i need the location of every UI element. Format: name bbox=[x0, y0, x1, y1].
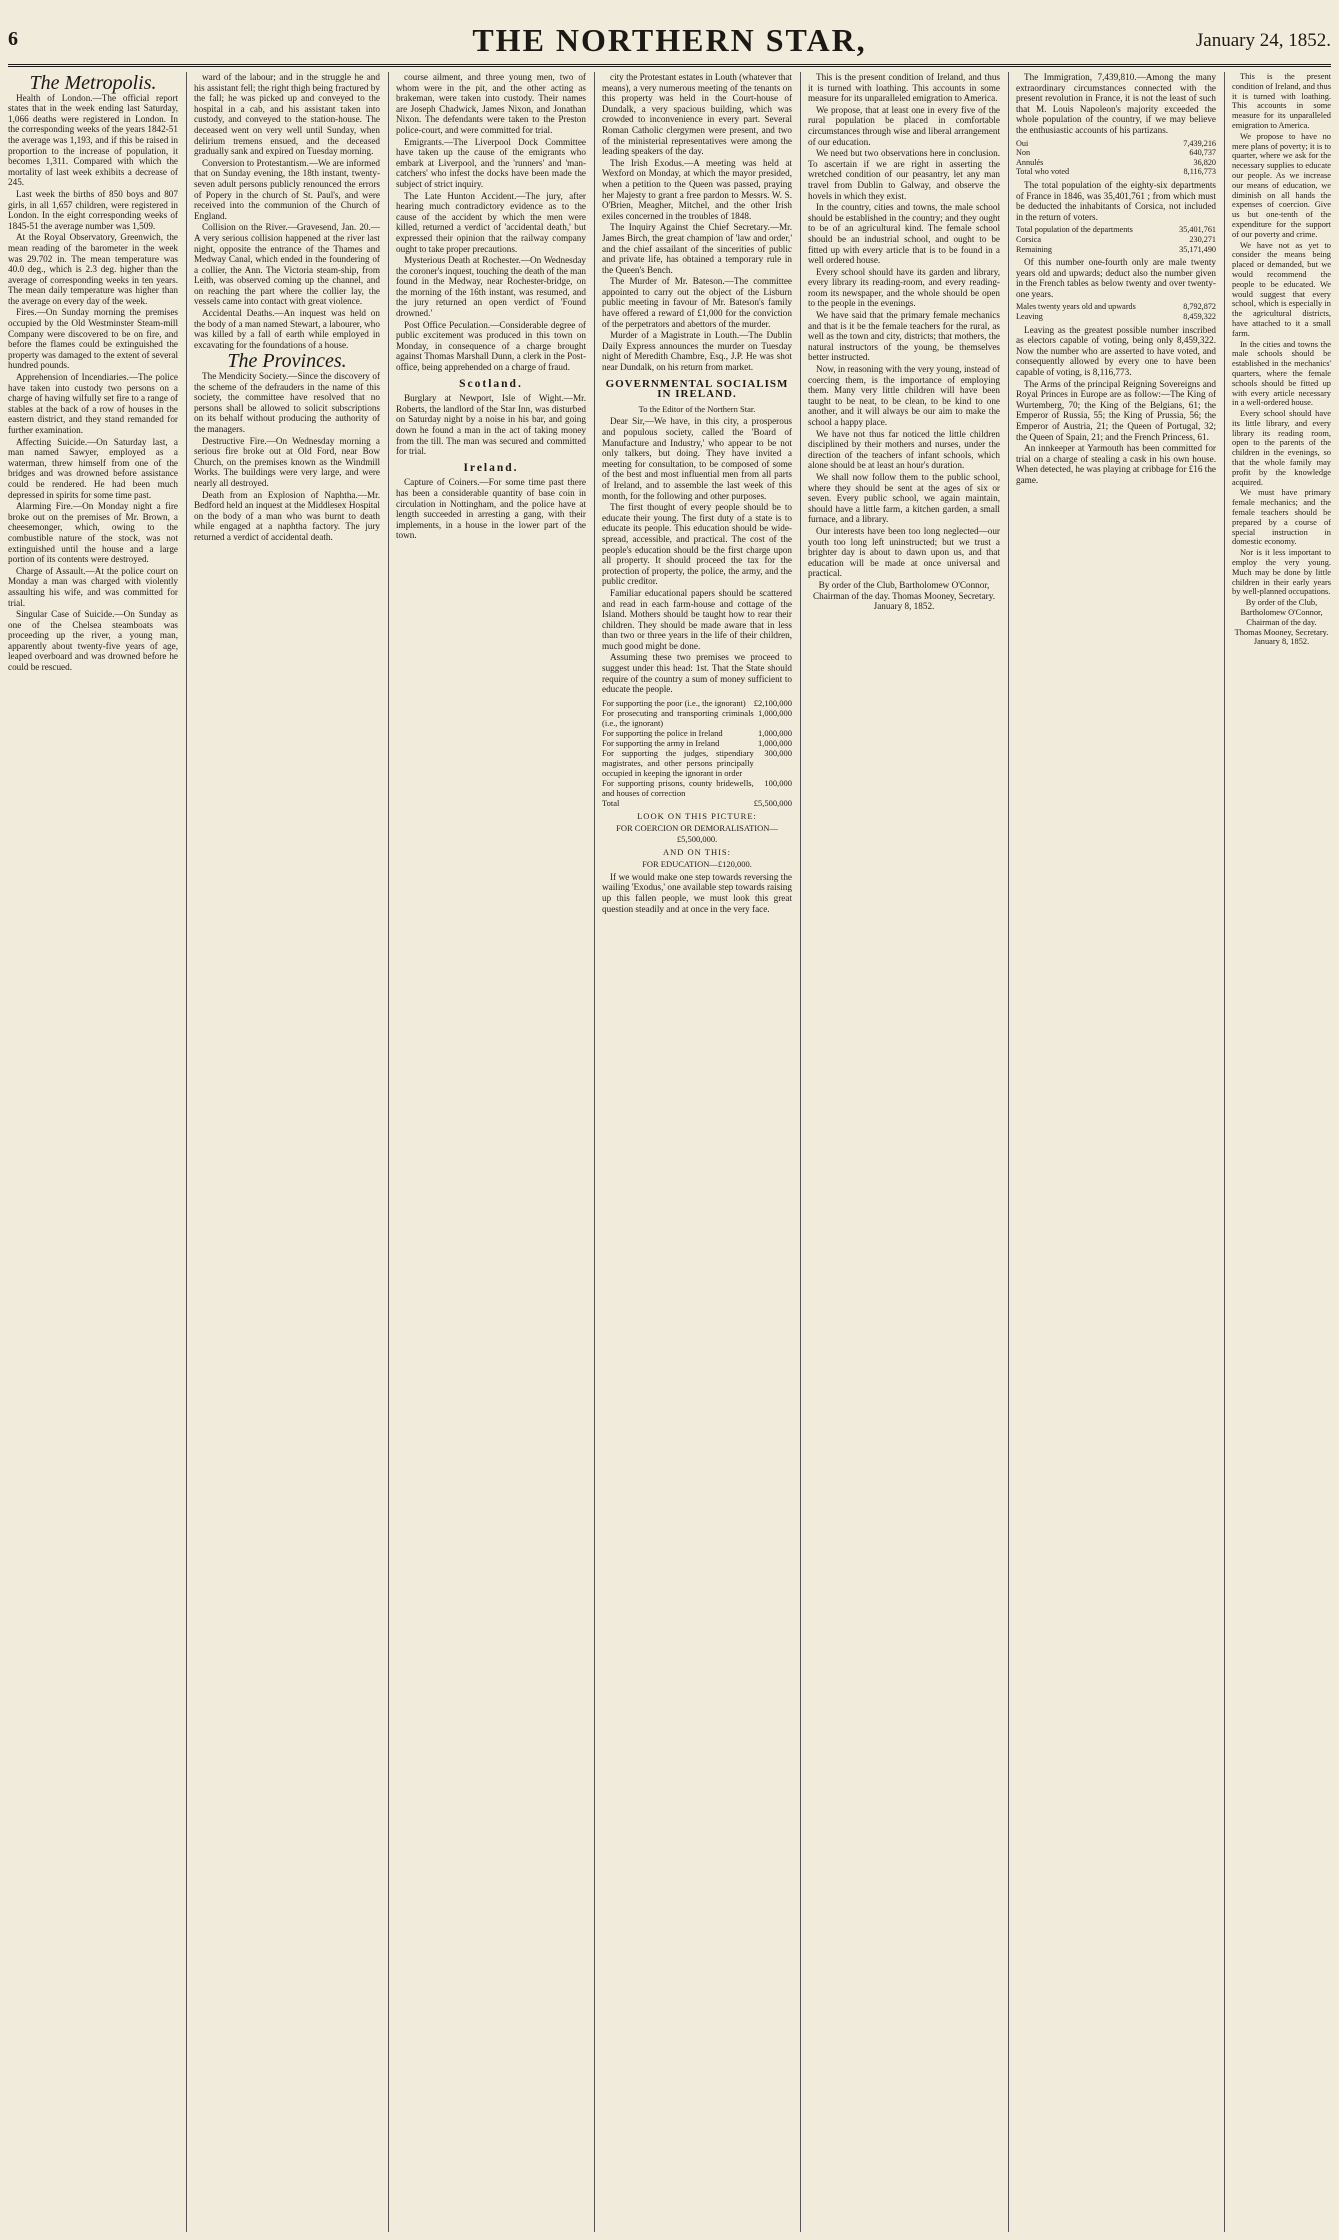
table-row bbox=[1016, 139, 1216, 149]
table-cell-label: Remaining bbox=[1016, 244, 1052, 254]
article-paragraph: Dear Sir,—We have, in this city, a prosperous and populous society, called the 'Board of Manufacture and Industry,' who appear to be not only talkers, but doing. They have invited a meeting for consultation, to be composed of some of the best and most influential men from all parts of Ireland, and to assemble the last week of this month, for the following and other purposes. bbox=[602, 416, 792, 501]
table-row bbox=[1016, 148, 1216, 158]
page-number: 6 bbox=[8, 28, 18, 50]
article-paragraph: ward of the labour; and in the struggle he and his assistant fell; the right thigh being fractured by the fall; he was picked up and conveyed to the hospital in a cab, and his assistant taken into custody, and conveyed to the station-house. The deceased went on very well until Sunday, when delirium tremens ensued, and the deceased gradually sank and expired on Tuesday morning. bbox=[194, 72, 380, 157]
article-paragraph: We have said that the primary female mechanics and that is it be the female teachers for the rural, as well as the town and city, districts; that mothers, the natural instructors of the young, be themselves better instructed. bbox=[808, 310, 1000, 363]
article-paragraph: The Mendicity Society.—Since the discovery of the scheme of the defrauders in the name of this society, the committee have resolved that no persons shall be allowed to solicit subscriptions on its behalf without producing the authority of the managers. bbox=[194, 371, 380, 434]
table-row bbox=[1016, 235, 1216, 245]
table-cell-item: For prosecuting and transporting criminals (i.e., the ignorant) bbox=[602, 707, 754, 728]
article-paragraph: course ailment, and three young men, two of whom were in the pit, and the other acting as brakeman, were taken into custody. Their names are Joseph Chadwick, James Nixon, and Jonathan Nixon. The defendants were taken to the Preston police-court, and were committed for trial. bbox=[396, 72, 586, 135]
table-cell-label: Total who voted bbox=[1016, 167, 1070, 177]
column-divider bbox=[1008, 72, 1009, 2232]
article-paragraph: Alarming Fire.—On Monday night a fire broke out on the premises of Mr. Brown, a cheesemonger, which, owing to the combustible nature of the stock, was not extinguished until the house and a large portion of its contents were destroyed. bbox=[8, 501, 178, 565]
table-cell-item: For supporting the police in Ireland bbox=[602, 727, 723, 738]
article-paragraph: The Inquiry Against the Chief Secretary.—Mr. James Birch, the great champion of 'law and order,' and the chief assailant of the sincerities of public and private life, has obtained a temporary rule in the Queen's Bench. bbox=[602, 222, 792, 275]
column-3 bbox=[396, 72, 586, 2232]
table-cell-value: £5,500,000 bbox=[753, 797, 792, 808]
column-2 bbox=[194, 72, 380, 2232]
column-divider bbox=[800, 72, 801, 2232]
column-4 bbox=[602, 72, 792, 2232]
article-paragraph: Destructive Fire.—On Wednesday morning a serious fire broke out at Old Ford, near Bow Church, on the premises known as the Windmill Works. The buildings were very large, and were nearly all destroyed. bbox=[194, 435, 380, 488]
article-paragraph: We propose to have no mere plans of poverty; it is to quarter, where we ask for the necessary supplies to educate our people. As we increase our means of education, we diminish on all hands the expenses of coercion. Give us but one-tenth of the expenditure for the support of our poverty and crime. bbox=[1232, 131, 1331, 239]
article-paragraph: Our interests have been too long neglected—our youth too long left uninstructed; but we trust a brighter day is about to dawn upon us, and that education will be made at once universal and practical. bbox=[808, 525, 1000, 579]
table-row bbox=[1016, 302, 1216, 312]
table-row bbox=[1016, 245, 1216, 255]
table-row bbox=[602, 698, 792, 708]
article-paragraph: The first thought of every people should be to educate their young. The first duty of a state is to educate its people. This education should be wide-spread, accessible, and practical. The cost of the people's education should be the first charge upon all property. It should proceed the tax for the protection of property, the police, the army, and the public creditor. bbox=[602, 502, 792, 587]
table-row bbox=[602, 748, 792, 778]
table-cell-label: Oui bbox=[1016, 138, 1029, 148]
signature-block: By order of the Club, Bartholomew O'Connor, Chairman of the day. Thomas Mooney, Secretary. January 8, 1852. bbox=[813, 579, 995, 612]
newspaper-title: THE NORTHERN STAR, bbox=[472, 22, 867, 58]
table-row-total bbox=[602, 798, 792, 808]
article-paragraph: In the cities and towns the male schools should be established in the mechanics' quarters, where the female schools should be fitted up with every article necessary in a well-ordered house. bbox=[1232, 339, 1331, 408]
table-cell-label: Annulés bbox=[1016, 157, 1044, 167]
article-paragraph: Mysterious Death at Rochester.—On Wednesday the coroner's inquest, touching the death of the man found in the Medway, near Rochester-bridge, on the morning of the 16th instant, was resumed, and the jury returned an open verdict of 'Found drowned.' bbox=[396, 255, 586, 319]
article-paragraph: Emigrants.—The Liverpool Dock Committee have taken up the cause of the emigrants who embark at Liverpool, and the 'runners' and 'man-catchers' who infest the docks have been made the subject of strict inquiry. bbox=[396, 136, 586, 189]
article-paragraph: We must have primary female mechanics; and the female teachers should be prepared by a course of special instruction in domestic economy. bbox=[1232, 488, 1331, 547]
table-cell-label: Non bbox=[1016, 148, 1031, 158]
section-heading-metropolis: The Metropolis. bbox=[29, 72, 157, 94]
article-paragraph: The Late Hunton Accident.—The jury, after hearing much contradictory evidence as to the cause of the accident by which the men were killed, returned a verdict of 'accidental death,' but expressed their opinion that the railway company ought to take proper precautions. bbox=[396, 190, 586, 254]
table-cell-label: Males twenty years old and upwards bbox=[1016, 302, 1136, 312]
picture-caption-1: LOOK ON THIS PICTURE: bbox=[637, 810, 757, 821]
table-cell-value: 35,401,761 bbox=[1179, 225, 1216, 235]
article-paragraph: The Murder of Mr. Bateson.—The committee appointed to carry out the object of the Lisburn public meeting in favour of Mr. Bateson's family have offered a reward of £1,000 for the conviction of the perpetrators and abettors of the murder. bbox=[602, 276, 792, 329]
picture-caption-2: AND ON THIS: bbox=[662, 846, 732, 857]
article-paragraph: We need but two observations here in conclusion. To ascertain if we are right in asserting the wretched condition of our peasantry, let any man travel from Dublin to Galway, and observe the hovels in which they exist. bbox=[808, 148, 1000, 201]
table-cell-item: For supporting prisons, county bridewells, and houses of correction bbox=[602, 777, 754, 798]
article-paragraph: Nor is it less important to employ the very young. Much may be done by little children in their early years by well-planned occupations. bbox=[1232, 548, 1331, 597]
table-cell-value: 8,459,322 bbox=[1183, 312, 1216, 322]
masthead bbox=[8, 22, 1331, 62]
article-paragraph: Singular Case of Suicide.—On Sunday as one of the Chelsea steamboats was proceeding up the river, a young man, apparently about twenty-five years of age, leaped overboard and was drowned before he could be rescued. bbox=[8, 609, 178, 673]
column-divider bbox=[388, 72, 389, 2232]
table-cell-item: For supporting the army in Ireland bbox=[602, 737, 720, 748]
article-paragraph: The total population of the eighty-six departments of France in 1846, was 35,401,761 ; from which must be deducted the inhabitants of Corsica, not included in the return of voters. bbox=[1016, 179, 1216, 222]
table-row bbox=[602, 708, 792, 728]
letter-address: To the Editor of the Northern Star. bbox=[638, 403, 756, 414]
article-paragraph: Health of London.—The official report states that in the week ending last Saturday, 1,066 deaths were registered in London. In the corresponding weeks of the years 1842-51 the average was 1,193, and if this be raised in proportion to the increase of population, it becomes 1,311. Compared with which the mortality of last week exhibits a decrease of 245. bbox=[8, 92, 178, 188]
article-paragraph: Collision on the River.—Gravesend, Jan. 20.—A very serious collision happened at the river last night, opposite the entrance of the Thames and Medway Canal, which ended in the foundering of a collier, the Ann. The Victoria steam-ship, from Leith, was observed coming up the channel, and on reaching the part where the collier lay, the vessels came into contact with great violence. bbox=[194, 222, 380, 307]
article-paragraph: Conversion to Protestantism.—We are informed that on Sunday evening, the 18th instant, twenty-seven adult persons publicly renounced the errors of Popery in the church of St. Paul's, and were received into the communion of the Church of England. bbox=[194, 157, 380, 221]
article-paragraph: Leaving as the greatest possible number inscribed as electors capable of voting, being only 8,459,322. Now the number who are asserted to have voted, and consequently allowed by every one to have been capable of voting, is 8,116,773. bbox=[1016, 324, 1216, 378]
picture-caption-1-line: FOR COERCION OR DEMORALISATION—£5,500,000. bbox=[616, 823, 778, 845]
table-row bbox=[1016, 312, 1216, 322]
table-cell-value: 8,116,773 bbox=[1183, 167, 1216, 177]
column-divider bbox=[594, 72, 595, 2232]
article-paragraph: Assuming these two premises we proceed to suggest under this head: 1st. That the State should require of the country a sum of money sufficient to educate the people. bbox=[602, 652, 792, 695]
picture-caption-2-line: FOR EDUCATION—£120,000. bbox=[642, 859, 752, 870]
article-paragraph: Charge of Assault.—At the police court on Monday a man was charged with violently assaulting his wife, and was committed for trial. bbox=[8, 565, 178, 608]
article-paragraph: This is the present condition of Ireland, and thus it is turned with loathing. This accounts in some measure for its unparalleled emigration to America. bbox=[808, 72, 1000, 104]
article-paragraph: At the Royal Observatory, Greenwich, the mean reading of the barometer in the week was 29.702 in. The mean temperature was 40.0 deg., which is 2.3 deg. higher than the average of corresponding weeks in ten years. The mean daily temperature was higher than the average on every day of the week. bbox=[8, 232, 178, 306]
article-paragraph: Familiar educational papers should be scattered and read in each farm-house and cottage of the Island. Mothers should be taught how to rear their children. They should be made aware that in less than two or three years in the life of their children, much good might be done. bbox=[602, 587, 792, 651]
table-row bbox=[602, 738, 792, 748]
article-paragraph: Affecting Suicide.—On Saturday last, a man named Sawyer, employed as a waterman, threw himself from one of the bridges and was drowned before assistance could be rendered. He had been much depressed in spirits for some time past. bbox=[8, 436, 178, 500]
article-paragraph: The Immigration, 7,439,810.—Among the many extraordinary circumstances connected with the present revolution in France, it is not the least of such that M. Louis Napoleon's majority exceeded the whole population of the country, if we may believe the enthusiastic accounts of his partizans. bbox=[1016, 72, 1216, 135]
article-paragraph: This is the present condition of Ireland, and thus it is turned with loathing. This accounts in some measure for its unparalleled emigration to America. bbox=[1232, 72, 1331, 130]
table-cell-value: 640,737 bbox=[1189, 148, 1216, 158]
article-paragraph: Accidental Deaths.—An inquest was held on the body of a man named Stewart, a labourer, who was killed by a fall of earth while employed in excavating for the foundations of a house. bbox=[194, 308, 380, 350]
column-5 bbox=[808, 72, 1000, 2232]
article-paragraph: Burglary at Newport, Isle of Wight.—Mr. Roberts, the landlord of the Star Inn, was disturbed on Saturday night by a noise in his bar, and going down he found a man in the act of taking money from the till. The man was secured and committed for trial. bbox=[396, 393, 586, 457]
section-heading-socialism: GOVERNMENTAL SOCIALISM IN IRELAND. bbox=[605, 377, 789, 401]
table-cell-value: 1,000,000 bbox=[758, 737, 792, 748]
article-paragraph: We have not thus far noticed the little children disciplined by their mothers and nurses, under the direction of the teachers of infant schools, which alone should be at least an hour's duration. bbox=[808, 428, 1000, 471]
table-cell-value: 230,271 bbox=[1189, 234, 1216, 244]
cost-table bbox=[602, 698, 792, 808]
france-vote-table bbox=[1016, 139, 1216, 177]
article-paragraph: Of this number one-fourth only are male twenty years old and upwards; deduct also the number given in the French tables as below twenty and over twenty-one years. bbox=[1016, 257, 1216, 299]
article-paragraph: Death from an Explosion of Naphtha.—Mr. Bedford held an inquest at the Middlesex Hospital on the body of a man who was burnt to death while engaged at a naphtha factory. The jury returned a verdict of accidental death. bbox=[194, 489, 380, 542]
article-paragraph: We have not as yet to consider the means being placed or demanded, but we would recommend the people to be educated. We would suggest that every school, which is especially in the agricultural districts, have attached to it a small farm. bbox=[1232, 240, 1331, 338]
table-cell-value: 8,792,872 bbox=[1183, 302, 1216, 312]
article-paragraph: We propose, that at least one in every five of the rural population be placed in comfortable circumstances through wise and liberal arrangement of our education. bbox=[808, 104, 1000, 147]
article-paragraph: An innkeeper at Yarmouth has been committed for trial on a charge of stealing a cask in his own house. When detected, he was playing at cribbage for £16 the game. bbox=[1016, 443, 1216, 485]
table-cell-label: Corsica bbox=[1016, 234, 1042, 244]
section-heading-provinces: The Provinces. bbox=[227, 350, 347, 373]
table-cell-item: Total bbox=[602, 797, 620, 808]
article-paragraph: We shall now follow them to the public school, where they should be sent at the ages of six or seven. Every public school, we again maintain, should have a little farm, a kitchen garden, a small furnace, and a library. bbox=[808, 471, 1000, 525]
table-cell-label: Total population of the departments bbox=[1016, 225, 1133, 235]
table-cell-value: 35,171,490 bbox=[1179, 244, 1216, 254]
article-paragraph: The Irish Exodus.—A meeting was held at Wexford on Monday, at which the mayor presided, when a petition to the Queen was passed, praying her Majesty to grant a free pardon to Messrs. W. S. O'Brien, Meagher, Mitchel, and the other Irish exiles concerned in the troubles of 1848. bbox=[602, 157, 792, 221]
table-cell-value: 1,000,000 bbox=[758, 727, 792, 738]
article-paragraph: Every school should have its little library, and every library its reading room, open to the parents of the children in the evenings, so that the whole family may profit by the knowledge acquired. bbox=[1232, 409, 1331, 487]
table-row bbox=[602, 728, 792, 738]
table-cell-value: 100,000 bbox=[764, 777, 792, 788]
column-divider bbox=[1224, 72, 1225, 2232]
section-heading-ireland: Ireland. bbox=[463, 461, 519, 474]
table-cell-value: 36,820 bbox=[1193, 157, 1216, 167]
article-paragraph: Post Office Peculation.—Considerable degree of public excitement was produced in this town on Monday, in consequence of a charge brought against Thomas Marshall Dunn, a clerk in the Post-office, being apprehended on a charge of fraud. bbox=[396, 319, 586, 373]
table-cell-value: 300,000 bbox=[764, 747, 792, 758]
article-paragraph: Fires.—On Sunday morning the premises occupied by the Old Westminster Steam-mill Company were discovered to be on fire, and before the flames could be extinguished the property was damaged to the extent of several hundred pounds. bbox=[8, 307, 178, 371]
article-paragraph: Apprehension of Incendiaries.—The police have taken into custody two persons on a charge of having wilfully set fire to a range of stables at the back of a row of houses in the eastern district, and they stand remanded for further examination. bbox=[8, 372, 178, 435]
table-row bbox=[602, 778, 792, 798]
article-paragraph: city the Protestant estates in Louth (whatever that means), a very numerous meeting of the tenants on this property was held in the Court-house of Dundalk, a very spacious building, which was crowded to inconvenience in every part. Several Roman Catholic clergymen were present, and two of the ministerial representatives were among the leading speakers of the day. bbox=[602, 72, 792, 157]
article-paragraph: In the country, cities and towns, the male school should be established in the country; and they ought to be of an agricultural kind. The female school should be an industrial school, and ought to be fitted up with every article that is to be found in a well ordered house. bbox=[808, 202, 1000, 266]
column-divider bbox=[186, 72, 187, 2232]
table-cell-item: For supporting the judges, stipendiary magistrates, and other persons principally occupied in keeping the ignorant in order bbox=[602, 747, 754, 778]
table-row bbox=[1016, 167, 1216, 177]
column-7 bbox=[1232, 72, 1331, 2232]
table-row bbox=[1016, 158, 1216, 168]
table-cell-value: £2,100,000 bbox=[753, 697, 792, 708]
france-electors-table bbox=[1016, 302, 1216, 321]
section-heading-scotland: Scotland. bbox=[459, 377, 523, 390]
article-paragraph: Murder of a Magistrate in Louth.—The Dublin Daily Express announces the murder on Tuesday night of Meredith Chambre, Esq., J.P. He was shot near Dundalk, on his return from market. bbox=[602, 330, 792, 373]
france-population-table bbox=[1016, 225, 1216, 254]
table-cell-value: 7,439,216 bbox=[1183, 138, 1216, 148]
article-paragraph: Now, in reasoning with the very young, instead of coercing them, is the importance of employing them. Many very little children will have been taught to be neat, to be clean, to be kind to one another, and it will always be our aim to make the school a happy place. bbox=[808, 364, 1000, 427]
article-paragraph: If we would make one step towards reversing the wailing 'Exodus,' one available step towards raising up this fallen people, we must look this great question steadily and at once in the very face. bbox=[602, 871, 792, 914]
issue-date: January 24, 1852. bbox=[1195, 30, 1331, 51]
article-paragraph: Every school should have its garden and library, every library its reading-room, and every reading-room its newspaper, and the whole should be open to the people in the evenings. bbox=[808, 266, 1000, 309]
table-cell-label: Leaving bbox=[1016, 312, 1043, 322]
signature-block: By order of the Club, Bartholomew O'Connor, Chairman of the day. Thomas Mooney, Secretary. January 8, 1852. bbox=[1234, 598, 1329, 647]
article-paragraph: The Arms of the principal Reigning Sovereigns and Royal Princes in Europe are as follow:—The King of Wurtemberg, 70; the King of the Belgians, 61; the Emperor of Russia, 55; the King of Prussia, 56; the Emperor of Austria, 21; the Queen of Portugal, 32; the Queen of Spain, 21; and the French Princess, 61. bbox=[1016, 378, 1216, 442]
masthead-rule bbox=[8, 64, 1331, 67]
column-1 bbox=[8, 72, 178, 2232]
column-6 bbox=[1016, 72, 1216, 2232]
article-paragraph: Capture of Coiners.—For some time past there has been a considerable quantity of base coin in circulation in Nottingham, and the police have at length succeeded in arresting a gang, with their implements, in a house in the lower part of the town. bbox=[396, 477, 586, 541]
table-cell-value: 1,000,000 bbox=[758, 707, 792, 718]
table-row bbox=[1016, 225, 1216, 235]
table-cell-item: For supporting the poor (i.e., the ignorant) bbox=[602, 697, 746, 708]
article-paragraph: Last week the births of 850 boys and 807 girls, in all 1,657 children, were registered in London. In the eight corresponding weeks of 1845-51 the average number was 1,509. bbox=[8, 188, 178, 231]
